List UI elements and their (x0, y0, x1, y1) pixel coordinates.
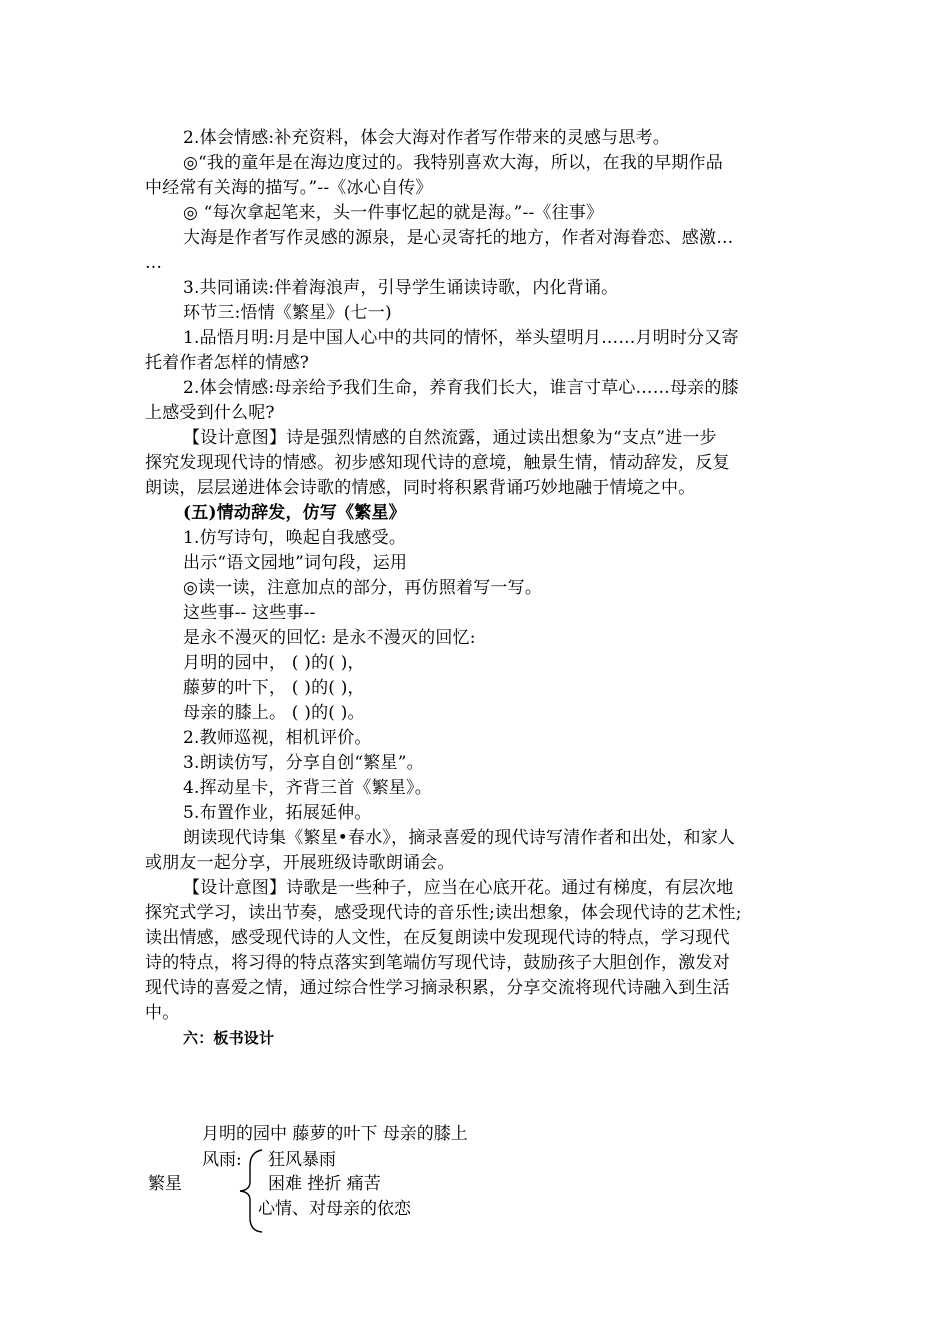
design-intent-line: 读出情感，感受现代诗的人文性，在反复朗读中发现现代诗的特点，学习现代 (145, 928, 730, 948)
poem-line: 是永不漫灭的回忆: 是永不漫灭的回忆: (183, 628, 476, 648)
paragraph-line: … (145, 253, 163, 273)
board-item: 狂风暴雨 (268, 1150, 336, 1170)
paragraph-line: 1.品悟月明:月是中国人心中的共同的情怀，举头望明月……月明时分又寄 (183, 328, 739, 348)
board-fengyu-label: 风雨: (202, 1150, 242, 1170)
paragraph-line: ◎读一读，注意加点的部分，再仿照着写一写。 (183, 578, 543, 598)
design-intent-line: 探究发现现代诗的情感。初步感知现代诗的意境，触景生情，情动辞发，反复 (145, 453, 730, 473)
poem-line: 月明的园中， ( )的( )， (183, 653, 365, 673)
paragraph-line: 朗读现代诗集《繁星•春水》，摘录喜爱的现代诗写清作者和出处，和家人 (183, 828, 736, 848)
design-intent-line: 探究式学习，读出节奏，感受现代诗的音乐性;读出想象，体会现代诗的艺术性; (145, 903, 742, 923)
paragraph-line: 2.体会情感:补充资料，体会大海对作者写作带来的灵感与思考。 (183, 128, 670, 148)
paragraph-line: 上感受到什么呢? (145, 403, 275, 423)
paragraph-line: ◎“我的童年是在海边度过的。我特别喜欢大海，所以，在我的早期作品 (183, 153, 723, 173)
board-top-row: 月明的园中 藤萝的叶下 母亲的膝上 (202, 1124, 468, 1144)
paragraph-line: 2.体会情感:母亲给予我们生命，养育我们长大，谁言寸草心……母亲的膝 (183, 378, 739, 398)
paragraph-line: 大海是作者写作灵感的源泉，是心灵寄托的地方，作者对海眷恋、感激… (183, 228, 734, 248)
paragraph-line: 4.挥动星卡，齐背三首《繁星》。 (183, 778, 432, 798)
section-heading: (五)情动辞发，仿写《繁星》 (183, 503, 406, 523)
poem-line: 母亲的膝上。 ( )的( )。 (183, 703, 365, 723)
design-intent-line: 诗的特点，将习得的特点落实到笔端仿写现代诗，鼓励孩子大胆创作，激发对 (145, 953, 730, 973)
board-item: 心情、对母亲的依恋 (258, 1199, 411, 1219)
section-heading: 环节三:悟情《繁星》(七一) (183, 303, 392, 323)
design-intent-line: 【设计意图】诗歌是一些种子，应当在心底开花。通过有梯度，有层次地 (183, 878, 734, 898)
design-intent-line: 朗读，层层递进体会诗歌的情感，同时将积累背诵巧妙地融于情境之中。 (145, 478, 696, 498)
design-intent-line: 现代诗的喜爱之情，通过综合性学习摘录积累，分享交流将现代诗融入到生活 (145, 978, 730, 998)
paragraph-line: 托着作者怎样的情感? (145, 353, 310, 373)
board-title: 繁星 (148, 1174, 182, 1194)
paragraph-line: 出示“语文园地”词句段，运用 (183, 553, 408, 573)
section-heading: 六：板书设计 (183, 1029, 275, 1047)
paragraph-line: 3.朗读仿写，分享自创“繁星”。 (183, 753, 424, 773)
poem-line: 这些事-- 这些事-- (183, 603, 316, 623)
paragraph-line: ◎ “每次拿起笔来，头一件事忆起的就是海。”--《往事》 (183, 203, 604, 223)
paragraph-line: 3.共同诵读:伴着海浪声，引导学生诵读诗歌，内化背诵。 (183, 278, 619, 298)
design-intent-line: 中。 (145, 1003, 180, 1023)
paragraph-line: 2.教师巡视，相机评价。 (183, 728, 372, 748)
paragraph-line: 5.布置作业，拓展延伸。 (183, 803, 372, 823)
paragraph-line: 或朋友一起分享，开展班级诗歌朗诵会。 (145, 853, 455, 873)
board-item: 困难 挫折 痛苦 (268, 1174, 381, 1194)
design-intent-line: 【设计意图】诗是强烈情感的自然流露，通过读出想象为“支点”进一步 (183, 428, 717, 448)
paragraph-line: 1.仿写诗句，唤起自我感受。 (183, 528, 407, 548)
paragraph-line: 中经常有关海的描写。”--《冰心自传》 (145, 178, 433, 198)
poem-line: 藤萝的叶下， ( )的( )， (183, 678, 365, 698)
